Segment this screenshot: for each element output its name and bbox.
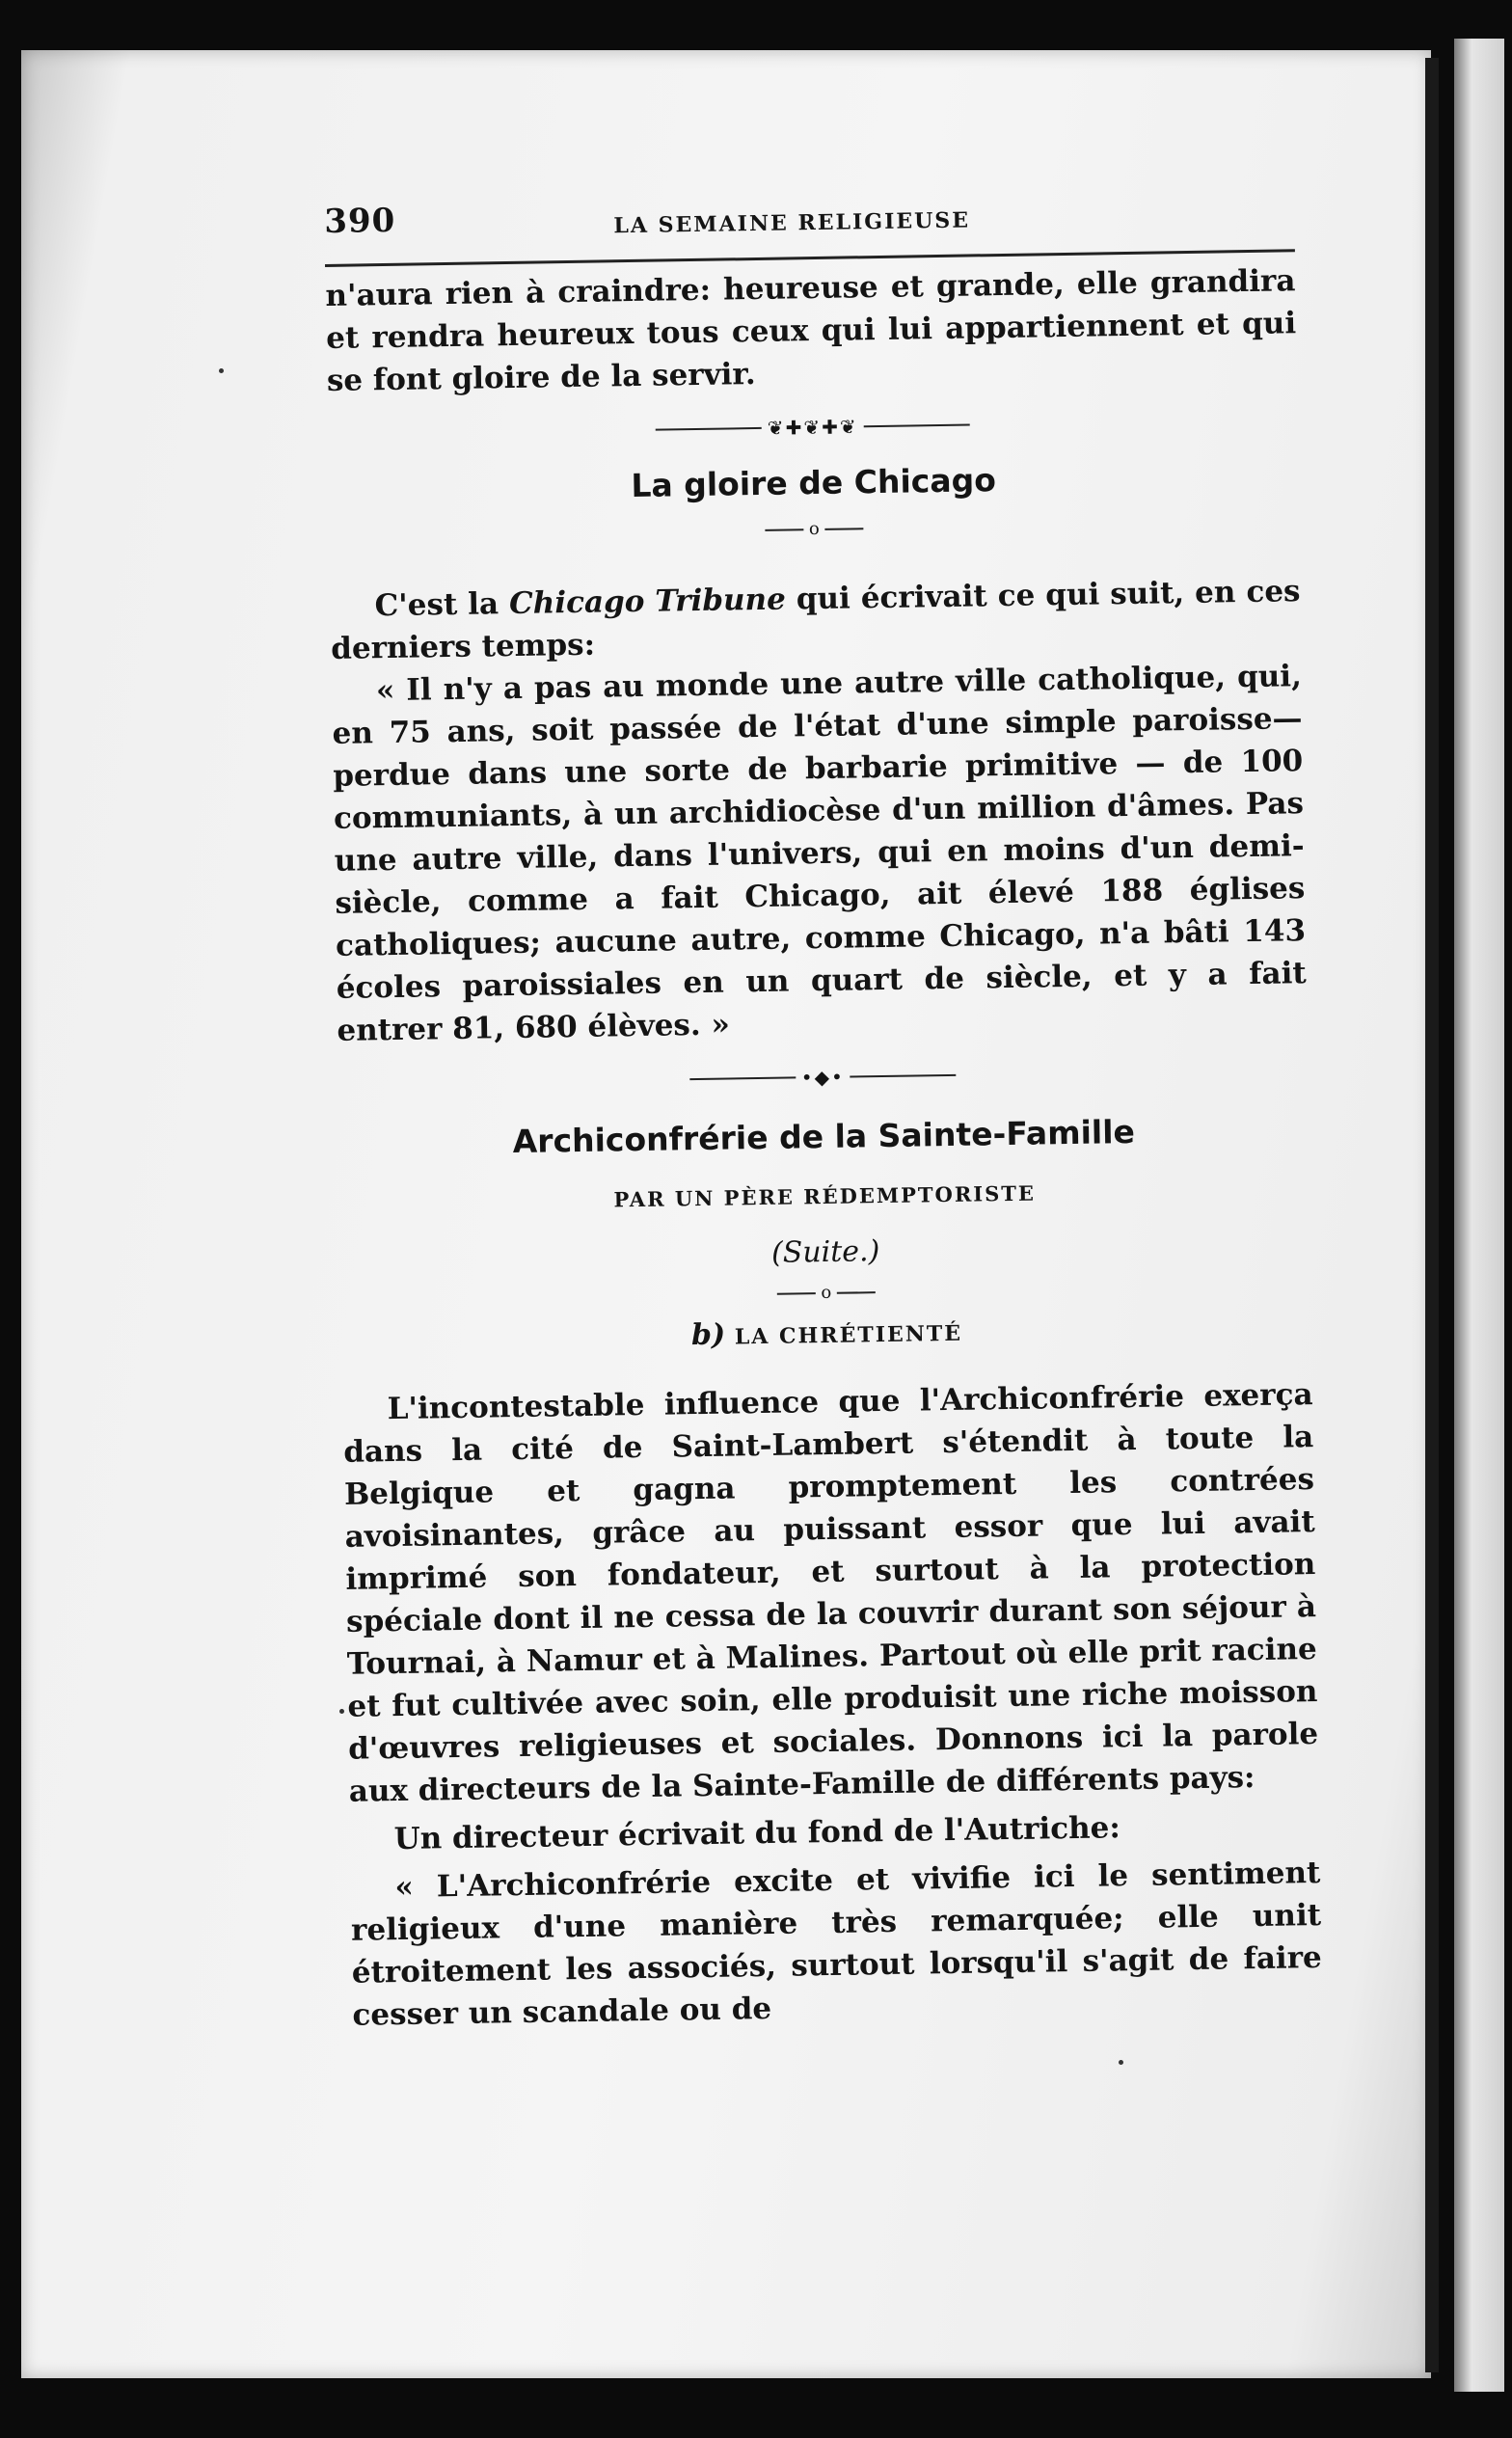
page-text-block [324, 187, 1323, 2037]
ink-speck [219, 368, 224, 373]
journal-title: LA SEMAINE RELIGIEUSE [613, 207, 971, 239]
ornament-line [850, 1074, 957, 1078]
ornament-glyph: •◆• [800, 1065, 845, 1090]
subsection-title: LA CHRÉTIENTÉ [734, 1320, 963, 1350]
article-byline: PAR UN PÈRE RÉDEMPTORISTE [613, 1180, 1037, 1212]
chicago-quote-paragraph: « Il n'y a pas au monde une autre ville catholique, qui, en 75 ans, soit passée de l'état d'une simple paroisse—perdue dans une sorte de barbarie primitive — de 100 communiants, à un archidiocèse d'un million d'âmes. Pas une autre ville, dans l'univers, qui en moins d'un demi-siècle, comme a fait Chicago, ait élevé 188 églises catholiques; aucune autre, comme Chicago, n'a bâti 143 écoles paroissiales en un quart de siècle, et y a fait entrer 81, 680 élèves. » [332, 659, 1307, 1048]
continuation-line: n'aura rien à craindre: heureuse et grande, elle grandira et [325, 263, 1296, 356]
intro-text-pre: C'est la [374, 586, 510, 624]
continuation-line: rendra heureux tous ceux qui lui appartiennent et qui se font [326, 306, 1297, 398]
archiconfrerie-paragraph: Un directeur écrivait du fond de l'Autriche: [393, 1810, 1121, 1857]
subsection-heading [341, 1309, 1311, 1358]
article-title-chicago: La gloire de Chicago [631, 461, 997, 505]
divider-glyph: o [808, 518, 820, 540]
article-title-archiconfrerie: Archiconfrérie de la Sainte-Famille [512, 1112, 1136, 1161]
adjacent-page-edge [1454, 39, 1504, 2392]
ink-speck [1119, 2060, 1123, 2065]
ornament-line [689, 1076, 796, 1080]
section-ornament [328, 408, 1298, 447]
subsection-letter: b) [690, 1317, 726, 1353]
continued-label: (Suite.) [770, 1234, 880, 1270]
divider-line [825, 528, 864, 530]
divider-line [765, 528, 803, 531]
chicago-intro-paragraph [330, 570, 1301, 670]
continuation-line: gloire de la servir. [451, 356, 756, 396]
page-shadow-edge [1425, 58, 1439, 2372]
ink-speck [339, 1709, 344, 1714]
continuation-paragraph [325, 259, 1297, 402]
archiconfrerie-paragraph: L'incontestable influence que l'Archiconfrérie exerça dans la cité de Saint-Lambert s'étendit à toute la Belgique et gagna promptement les contrées avoisinantes, grâce au puissant essor que lui avait imprimé son fondateur, et surtout à la protection spéciale dont il ne cessa de la couvrir durant son séjour à Tournai, à Namur et à Malines. Partout où elle prit racine et fut cultivée avec soin, elle produisit une riche moisson d'œuvres religieuses et sociales. Donnons ici la parole aux directeurs de la Sainte-Famille de différents pays: [343, 1377, 1319, 1809]
ornament-line [656, 427, 762, 431]
title-divider [329, 511, 1299, 547]
divider-line [776, 1292, 815, 1295]
divider-glyph: o [821, 1282, 832, 1304]
newspaper-name: Chicago Tribune [508, 582, 787, 622]
intro-text-post: qui écrivait ce qui suit, en ces derniers temps: [330, 574, 1301, 666]
section-ornament [338, 1058, 1308, 1097]
archiconfrerie-quote: « L'Archiconfrérie excite et vivifie ici le sentiment religieux d'une manière très remarquée; elle unit étroitement les associés, surtout lorsqu'il s'agit de faire cesser un scandale ou de [350, 1855, 1322, 2033]
title-divider [341, 1275, 1311, 1311]
ornament-line [864, 424, 970, 428]
divider-line [837, 1291, 876, 1294]
ornament-glyph: ❦✚❦✚❦ [767, 415, 858, 440]
page-number: 390 [324, 201, 396, 241]
